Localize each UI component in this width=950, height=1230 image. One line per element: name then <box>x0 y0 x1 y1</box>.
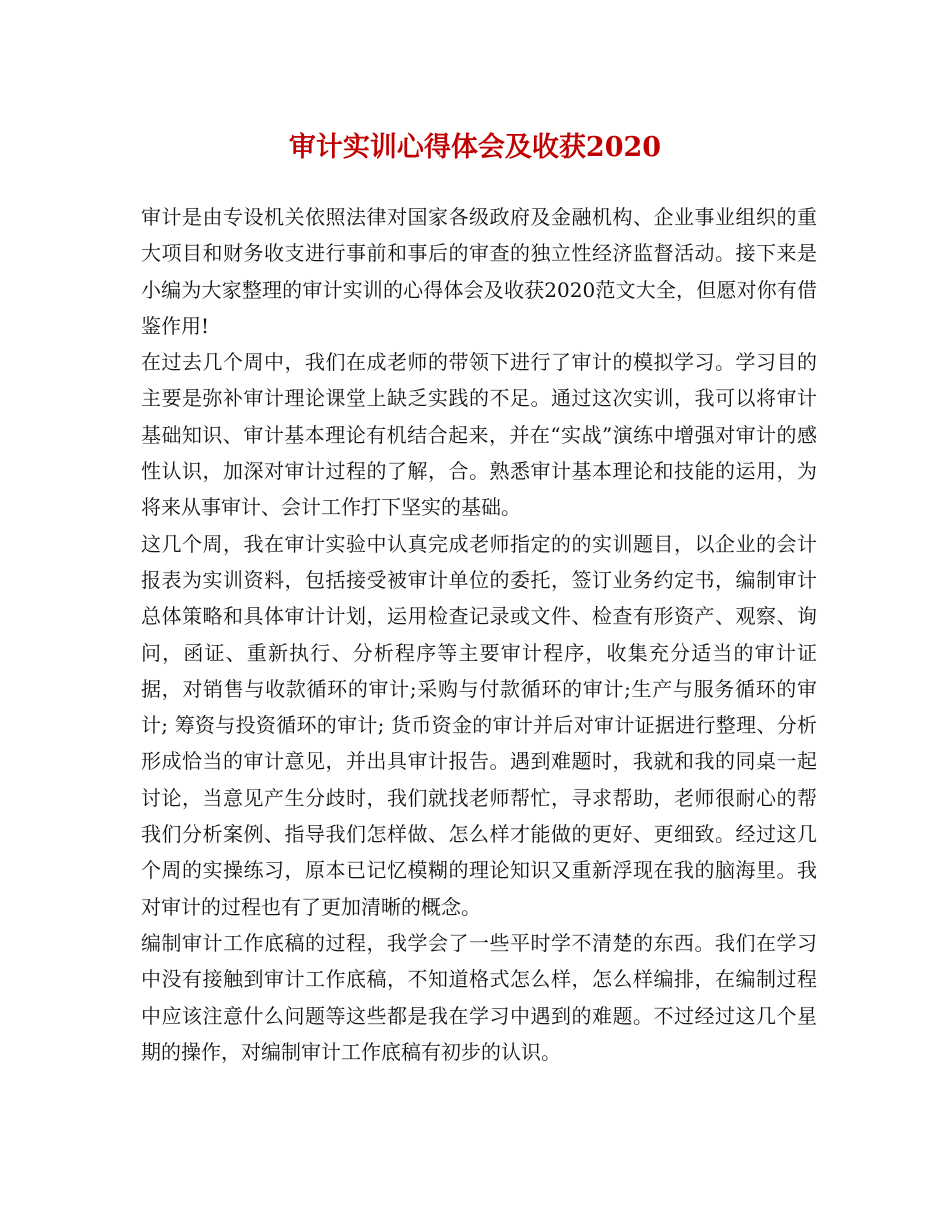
paragraph-training-process: 这几个周，我在审计实验中认真完成老师指定的的实训题目，以企业的会计报表为实训资料，包括接受被审计单位的委托，签订业务约定书，编制审计总体策略和具体审计计划，运用检查记录或文件、检查有形资产、观察、询问，函证、重新执行、分析程序等主要审计程序，收集充分适当的审计证据，对销售与收款循环的审计;采购与付款循环的审计;生产与服务循环的审计; 筹资与投资循环的审计; 货币资金的审计并后对审计证据进行整理、分析形成恰当的审计意见，并出具审计报告。遇到难题时，我就和我的同桌一起讨论，当意见产生分歧时，我们就找老师帮忙，寻求帮助，老师很耐心的帮我们分析案例、指导我们怎样做、怎么样才能做的更好、更细致。经过这几个周的实操练习，原本已记忆模糊的理论知识又重新浮现在我的脑海里。我对审计的过程也有了更加清晰的概念。 <box>141 531 817 919</box>
paragraph-intro: 审计是由专设机关依照法律对国家各级政府及金融机构、企业事业组织的重大项目和财务收支进行事前和事后的审查的独立性经济监督活动。接下来是小编为大家整理的审计实训的心得体会及收获2020范文大全，但愿对你有借鉴作用! <box>141 205 817 338</box>
document-title: 审计实训心得体会及收获2020 <box>288 132 662 163</box>
paragraph-training-purpose: 在过去几个周中，我们在成老师的带领下进行了审计的模拟学习。学习目的主要是弥补审计理论课堂上缺乏实践的不足。通过这次实训，我可以将审计基础知识、审计基本理论有机结合起来，并在“实战”演练中增强对审计的感性认识，加深对审计过程的了解，合。熟悉审计基本理论和技能的运用，为将来从事审计、会计工作打下坚实的基础。 <box>141 350 817 520</box>
document-body <box>141 199 817 1070</box>
paragraph-working-papers: 编制审计工作底稿的过程，我学会了一些平时学不清楚的东西。我们在学习中没有接触到审计工作底稿，不知道格式怎么样，怎么样编排，在编制过程中应该注意什么问题等这些都是我在学习中遇到的难题。不过经过这几个星期的操作，对编制审计工作底稿有初步的认识。 <box>141 930 817 1064</box>
